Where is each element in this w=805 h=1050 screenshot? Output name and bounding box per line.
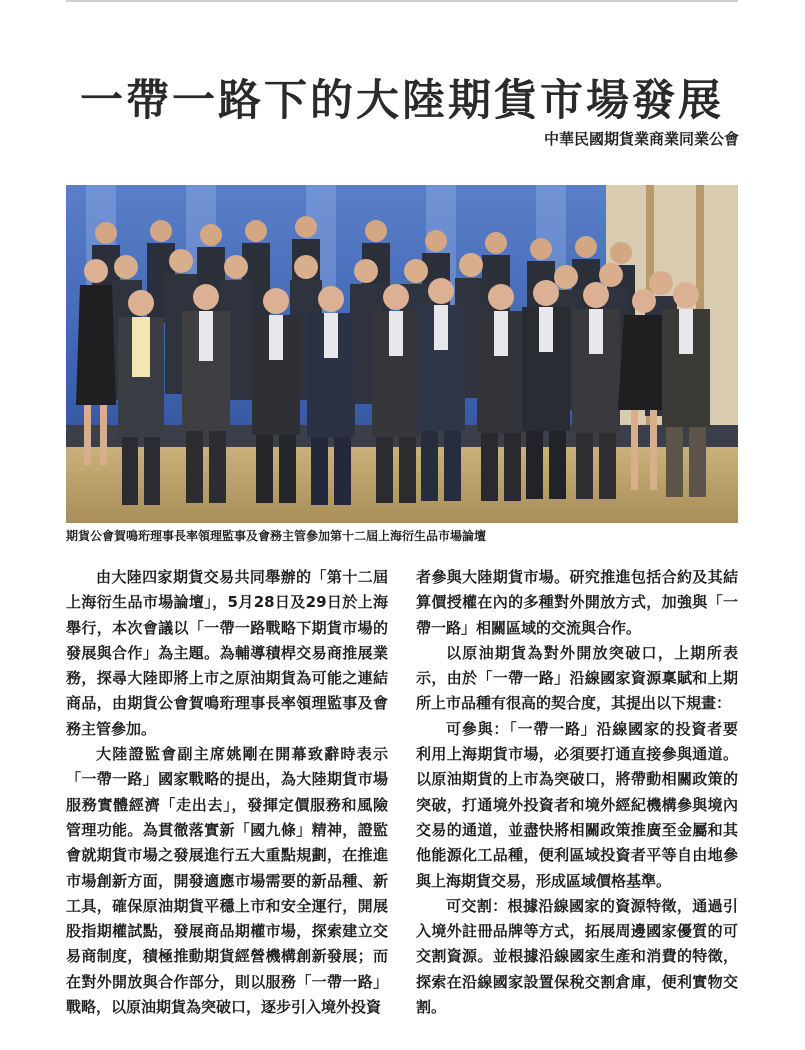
paragraph: 大陸證監會副主席姚剛在開幕致辭時表示「一帶一路」國家戰略的提出，為大陸期貨市場服務實體經濟「走出去」，發揮定價服務和風險管理功能。為貫徹落實新「國九條」精神，證監會就期貨市場之發展進行五大重點規劃，在推進市場創新方面，開發適應市場需要的新品種、新工具，確保原油期貨平穩上市和安全運行，開展股指期權試點，發展商品期權市場，探索建立交易商制度，積極推動期貨經營機構創新發展；而在對外開放與合作部分，則以服務「一帶一路」戰略，以原油期貨為突破口，逐步引入境外投資: [66, 745, 388, 1017]
photo-caption: 期貨公會賀鳴珩理事長率領理監事及會務主管參加第十二屆上海衍生品市場論壇: [66, 529, 487, 543]
paragraph-continued: 者參與大陸期貨市場。研究推進包括合約及其結算價授權在內的多種對外開放方式，加強與「一帶一路」相關區域的交流與合作。: [416, 568, 738, 637]
article-column-right: [416, 565, 738, 1020]
publisher-name: 中華民國期貨業商業同業公會: [543, 130, 739, 148]
paragraph: 可交割：根據沿線國家的資源特徵，通過引入境外註冊品牌等方式，拓展周邊國家優質的可交割資源。並根據沿線國家生產和消費的特徵，探索在沿線國家設置保稅交割倉庫，便利實物交割。: [416, 896, 738, 1017]
paragraph: 可參與：「一帶一路」沿線國家的投資者要利用上海期貨市場，必須要打通直接參與通道。以原油期貨的上市為突破口，將帶動相關政策的突破，打通境外投資者和境外經紀機構參與境內交易的通道，並盡快將相關政策推廣至金屬和其他能源化工品種，便利區域投資者平等自由地參與上海期貨交易，形成區域價格基準。: [416, 719, 738, 890]
paragraph: 以原油期貨為對外開放突破口，上期所表示，由於「一帶一路」沿線國家資源稟賦和上期所上市品種有很高的契合度，其提出以下規畫：: [416, 643, 738, 713]
top-rule: [66, 0, 738, 2]
article-title: 一帶一路下的大陸期貨市場發展: [80, 75, 724, 126]
article-column-left: [66, 565, 388, 1020]
paragraph: 由大陸四家期貨交易共同舉辦的「第十二屆上海衍生品市場論壇」，5月28日及29日於上海舉行，本次會議以「一帶一路戰略下期貨市場的發展與合作」為主題。為輔導積桿交易商推展業務，探尋大陸即將上市之原油期貨為可能之連結商品，由期貨公會賀鳴珩理事長率領理監事及會務主管參加。: [66, 568, 388, 738]
group-photo: [66, 185, 738, 523]
